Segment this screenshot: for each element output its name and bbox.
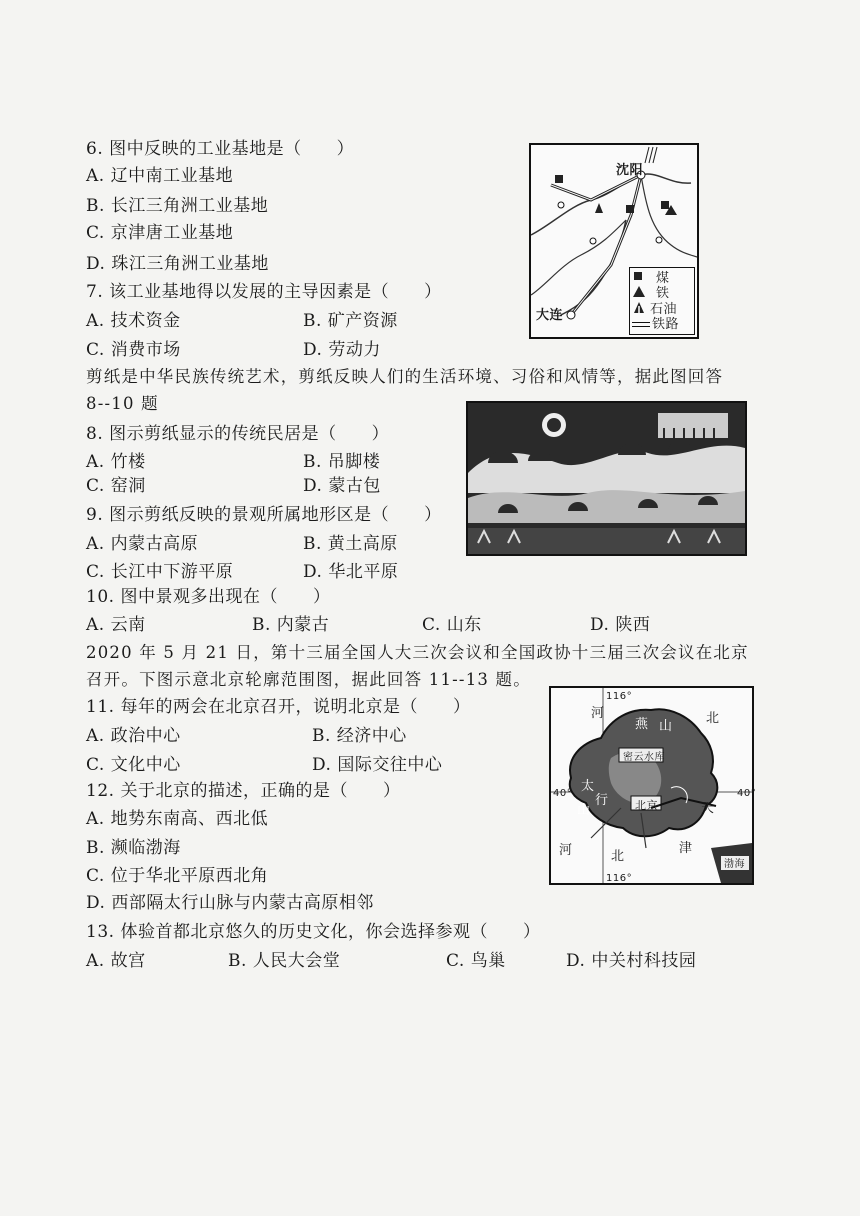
question-6-option-d[interactable]: D. 珠江三角洲工业基地 [86, 254, 269, 274]
beijing-outline-map [549, 686, 757, 885]
legend-oil-label: 石油 [650, 302, 678, 317]
map-label-shan-taihang: 山 [577, 803, 591, 818]
question-11-option-c[interactable]: C. 文化中心 [86, 755, 181, 775]
question-6-option-b[interactable]: B. 长江三角洲工业基地 [86, 196, 269, 216]
question-10-stem: 10. 图中景观多出现在（ ） [86, 587, 331, 607]
question-12-option-d[interactable]: D. 西部隔太行山脉与内蒙古高原相邻 [86, 893, 374, 913]
map-label-bei-north: 北 [706, 711, 720, 726]
question-8-stem: 8. 图示剪纸显示的传统民居是（ ） [86, 424, 390, 444]
question-10-option-c[interactable]: C. 山东 [422, 615, 482, 635]
question-7-option-c[interactable]: C. 消费市场 [86, 340, 181, 360]
map-label-hang: 行 [595, 793, 609, 808]
map-label-he-north: 河 [591, 706, 605, 721]
liaoning-industrial-map [529, 143, 699, 339]
legend-railway-label: 铁路 [652, 317, 680, 332]
intro-beijing-line2: 召开。下图示意北京轮廓范围图，据此回答 11--13 题。 [86, 670, 531, 689]
question-8-option-d[interactable]: D. 蒙古包 [303, 476, 381, 496]
map-label-beijing: 北京 [635, 799, 658, 812]
map-label-yan: 燕 [635, 717, 649, 732]
question-9-stem: 9. 图示剪纸反映的景观所属地形区是（ ） [86, 505, 442, 525]
question-12-stem: 12. 关于北京的描述，正确的是（ ） [86, 781, 401, 801]
question-9-option-a[interactable]: A. 内蒙古高原 [86, 534, 199, 554]
question-10-option-a[interactable]: A. 云南 [86, 615, 146, 635]
map-label-jin: 津 [679, 841, 693, 856]
map-label-bei-south: 北 [611, 849, 625, 864]
paper-cutting-svg [468, 403, 745, 554]
city-label-shenyang: 沈阳 [616, 163, 644, 178]
paper-cutting-image [466, 401, 747, 556]
longitude-label-bottom: 116° [606, 873, 633, 884]
legend-iron-icon [633, 286, 645, 298]
question-11-option-a[interactable]: A. 政治中心 [86, 726, 181, 746]
question-10-option-b[interactable]: B. 内蒙古 [252, 615, 330, 635]
question-11-option-d[interactable]: D. 国际交往中心 [312, 755, 443, 775]
liaoning-legend [629, 267, 695, 335]
longitude-label: 116° [606, 691, 633, 702]
city-label-dalian: 大连 [536, 308, 564, 323]
question-13-option-a[interactable]: A. 故宫 [86, 951, 146, 971]
map-label-shan-yan: 山 [659, 719, 673, 734]
coal-symbol [555, 175, 563, 183]
map-label-tai: 太 [581, 779, 595, 794]
legend-iron-label: 铁 [656, 286, 670, 301]
legend-coal-icon [634, 272, 642, 280]
question-7-option-d[interactable]: D. 劳动力 [303, 340, 381, 360]
question-9-option-c[interactable]: C. 长江中下游平原 [86, 562, 234, 582]
latitude-label-right: 40° [737, 788, 757, 799]
question-7-option-b[interactable]: B. 矿产资源 [303, 311, 398, 331]
map-label-tian: 天 [701, 801, 715, 816]
oil-symbol [595, 203, 603, 213]
intro-paper-cutting-line2: 8--10 题 [86, 394, 159, 413]
question-10-option-d[interactable]: D. 陕西 [590, 615, 651, 635]
question-7-stem: 7. 该工业基地得以发展的主导因素是（ ） [86, 282, 442, 302]
question-11-option-b[interactable]: B. 经济中心 [312, 726, 407, 746]
question-8-option-a[interactable]: A. 竹楼 [86, 452, 146, 472]
question-6-option-a[interactable]: A. 辽中南工业基地 [86, 166, 234, 186]
question-8-option-c[interactable]: C. 窑洞 [86, 476, 146, 496]
question-12-option-b[interactable]: B. 濒临渤海 [86, 838, 181, 858]
legend-oil-icon [634, 302, 644, 314]
question-13-option-c[interactable]: C. 鸟巢 [446, 951, 506, 971]
question-7-option-a[interactable]: A. 技术资金 [86, 311, 181, 331]
map-label-bohai: 渤海 [724, 859, 745, 870]
latitude-label-left: 40° [553, 788, 573, 799]
question-12-option-a[interactable]: A. 地势东南高、西北低 [86, 809, 269, 829]
map-label-miyun: 密云水库 [623, 752, 665, 763]
question-12-option-c[interactable]: C. 位于华北平原西北角 [86, 866, 269, 886]
intro-paper-cutting-line1: 剪纸是中华民族传统艺术，剪纸反映人们的生活环境、习俗和风情等，据此图回答 [86, 367, 724, 386]
question-11-stem: 11. 每年的两会在北京召开，说明北京是（ ） [86, 697, 471, 717]
question-13-stem: 13. 体验首都北京悠久的历史文化，你会选择参观（ ） [86, 922, 541, 942]
question-9-option-b[interactable]: B. 黄土高原 [303, 534, 398, 554]
question-9-option-d[interactable]: D. 华北平原 [303, 562, 399, 582]
legend-coal-label: 煤 [656, 271, 670, 286]
question-6-option-c[interactable]: C. 京津唐工业基地 [86, 223, 234, 243]
question-6-stem: 6. 图中反映的工业基地是（ ） [86, 139, 355, 159]
map-label-he-south: 河 [559, 843, 573, 858]
question-8-option-b[interactable]: B. 吊脚楼 [303, 452, 381, 472]
question-13-option-d[interactable]: D. 中关村科技园 [566, 951, 697, 971]
intro-beijing-line1: 2020 年 5 月 21 日，第十三届全国人大三次会议和全国政协十三届三次会议在北京 [86, 643, 749, 662]
legend-railway-icon [632, 322, 650, 327]
question-13-option-b[interactable]: B. 人民大会堂 [228, 951, 341, 971]
